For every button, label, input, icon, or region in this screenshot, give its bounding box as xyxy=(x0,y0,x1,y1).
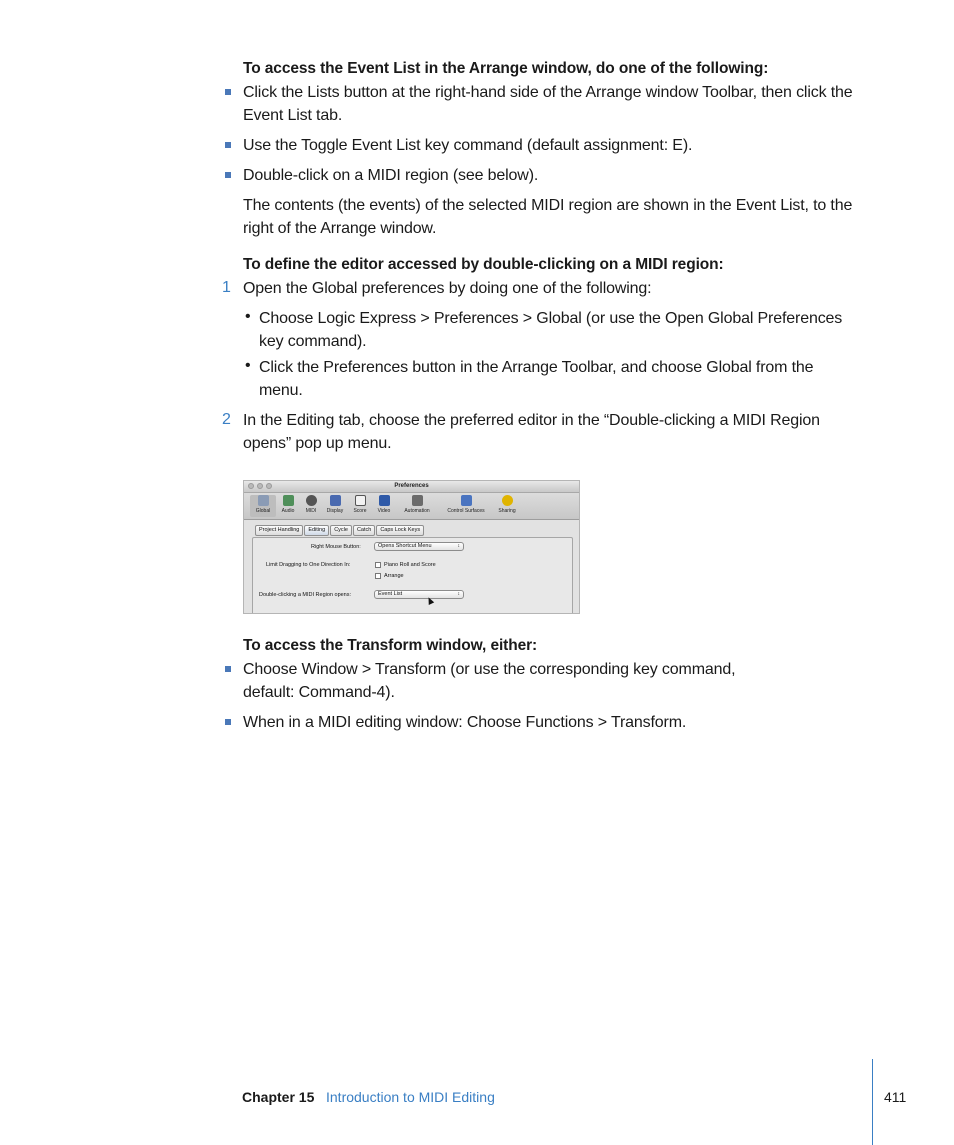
window-titlebar xyxy=(244,481,579,493)
toolbar-item-label: Global xyxy=(255,508,271,514)
toolbar-item-label: Automation xyxy=(404,508,430,514)
arrange-checkbox[interactable] xyxy=(375,573,381,579)
paragraph-note: The contents (the events) of the selected MIDI region are shown in the Event List, to the right of the Arrange window. xyxy=(243,197,853,237)
footer-chapter-label: Chapter 15 xyxy=(242,1089,315,1105)
sub-bullet-item: Click the Preferences button in the Arrange Toolbar, and choose Global from the menu. xyxy=(259,359,814,399)
toolbar-item-sharing[interactable] xyxy=(494,495,520,514)
sub-bullet-item: Choose Logic Express > Preferences > Global (or use the Open Global Preferences key command). xyxy=(259,310,843,350)
sharing-icon xyxy=(502,495,513,506)
toolbar-item-automation[interactable] xyxy=(400,495,434,514)
double-click-value: Event List xyxy=(378,591,403,597)
arrange-label: Arrange xyxy=(384,573,404,579)
tab-caps-lock-keys[interactable]: Caps Lock Keys xyxy=(376,525,424,536)
limit-dragging-label: Limit Dragging to One Direction In: xyxy=(266,562,351,568)
step-number: 1 xyxy=(222,279,231,296)
bullet-item: When in a MIDI editing window: Choose Functions > Transform. xyxy=(243,714,687,731)
piano-roll-label: Piano Roll and Score xyxy=(384,562,436,568)
toolbar-item-global[interactable] xyxy=(250,495,276,517)
toolbar-item-label: MIDI xyxy=(305,508,317,514)
double-click-popup[interactable] xyxy=(374,590,464,599)
toolbar-item-label: Score xyxy=(353,508,367,514)
bullet-item: Choose Window > Transform (or use the corresponding key command, default: Command-4). xyxy=(243,661,736,701)
right-mouse-label: Right Mouse Button: xyxy=(311,544,361,550)
preferences-tabs xyxy=(255,525,424,536)
tab-project-handling[interactable]: Project Handling xyxy=(255,525,303,536)
step-text: Open the Global preferences by doing one of the following: xyxy=(243,280,652,297)
bullet-marker xyxy=(225,666,231,672)
section-heading-transform: To access the Transform window, either: xyxy=(243,637,538,654)
section-heading-event-list: To access the Event List in the Arrange window, do one of the following: xyxy=(243,60,769,77)
global-icon xyxy=(258,495,269,506)
bullet-marker xyxy=(225,172,231,178)
piano-roll-checkbox[interactable] xyxy=(375,562,381,568)
midi-icon xyxy=(306,495,317,506)
sub-bullet-marker: • xyxy=(245,357,251,374)
right-mouse-value: Opens Shortcut Menu xyxy=(378,543,432,549)
chevron-updown-icon: ↕ xyxy=(457,543,460,549)
toolbar-item-label: Audio xyxy=(281,508,295,514)
bullet-item: Double-click on a MIDI region (see below). xyxy=(243,167,539,184)
toolbar-item-label: Sharing xyxy=(498,508,516,514)
toolbar-item-control-surfaces[interactable] xyxy=(441,495,491,514)
toolbar-item-score[interactable] xyxy=(347,495,373,514)
toolbar-item-video[interactable] xyxy=(371,495,397,514)
footer-chapter-title: Introduction to MIDI Editing xyxy=(326,1089,495,1105)
bullet-marker xyxy=(225,719,231,725)
tab-editing[interactable]: Editing xyxy=(304,525,329,536)
toolbar-item-display[interactable] xyxy=(322,495,348,514)
automation-icon xyxy=(412,495,423,506)
score-icon xyxy=(355,495,366,506)
window-title: Preferences xyxy=(394,483,429,489)
preferences-toolbar xyxy=(244,493,579,520)
tab-cycle[interactable]: Cycle xyxy=(330,525,352,536)
double-click-label: Double-clicking a MIDI Region opens: xyxy=(259,592,352,598)
footer-divider xyxy=(872,1059,873,1145)
bullet-marker xyxy=(225,142,231,148)
audio-icon xyxy=(283,495,294,506)
editing-panel xyxy=(252,537,573,614)
toolbar-item-label: Control Surfaces xyxy=(447,508,485,514)
control-surfaces-icon xyxy=(461,495,472,506)
page-number: 411 xyxy=(884,1089,907,1105)
video-icon xyxy=(379,495,390,506)
tab-catch[interactable]: Catch xyxy=(353,525,375,536)
toolbar-item-midi[interactable] xyxy=(298,495,324,514)
bullet-item: Use the Toggle Event List key command (default assignment: E). xyxy=(243,137,693,154)
bullet-item: Click the Lists button at the right-hand side of the Arrange window Toolbar, then click the Event List tab. xyxy=(243,84,853,124)
display-icon xyxy=(330,495,341,506)
right-mouse-popup[interactable] xyxy=(374,542,464,551)
bullet-marker xyxy=(225,89,231,95)
chevron-updown-icon: ↕ xyxy=(457,591,460,597)
step-text: In the Editing tab, choose the preferred editor in the “Double-clicking a MIDI Region opens” pop up menu. xyxy=(243,412,820,452)
sub-bullet-marker: • xyxy=(245,308,251,325)
section-heading-define-editor: To define the editor accessed by double-clicking on a MIDI region: xyxy=(243,256,724,273)
step-number: 2 xyxy=(222,411,231,428)
toolbar-item-label: Display xyxy=(326,508,344,514)
toolbar-item-label: Video xyxy=(377,508,391,514)
preferences-window-screenshot xyxy=(243,480,580,614)
